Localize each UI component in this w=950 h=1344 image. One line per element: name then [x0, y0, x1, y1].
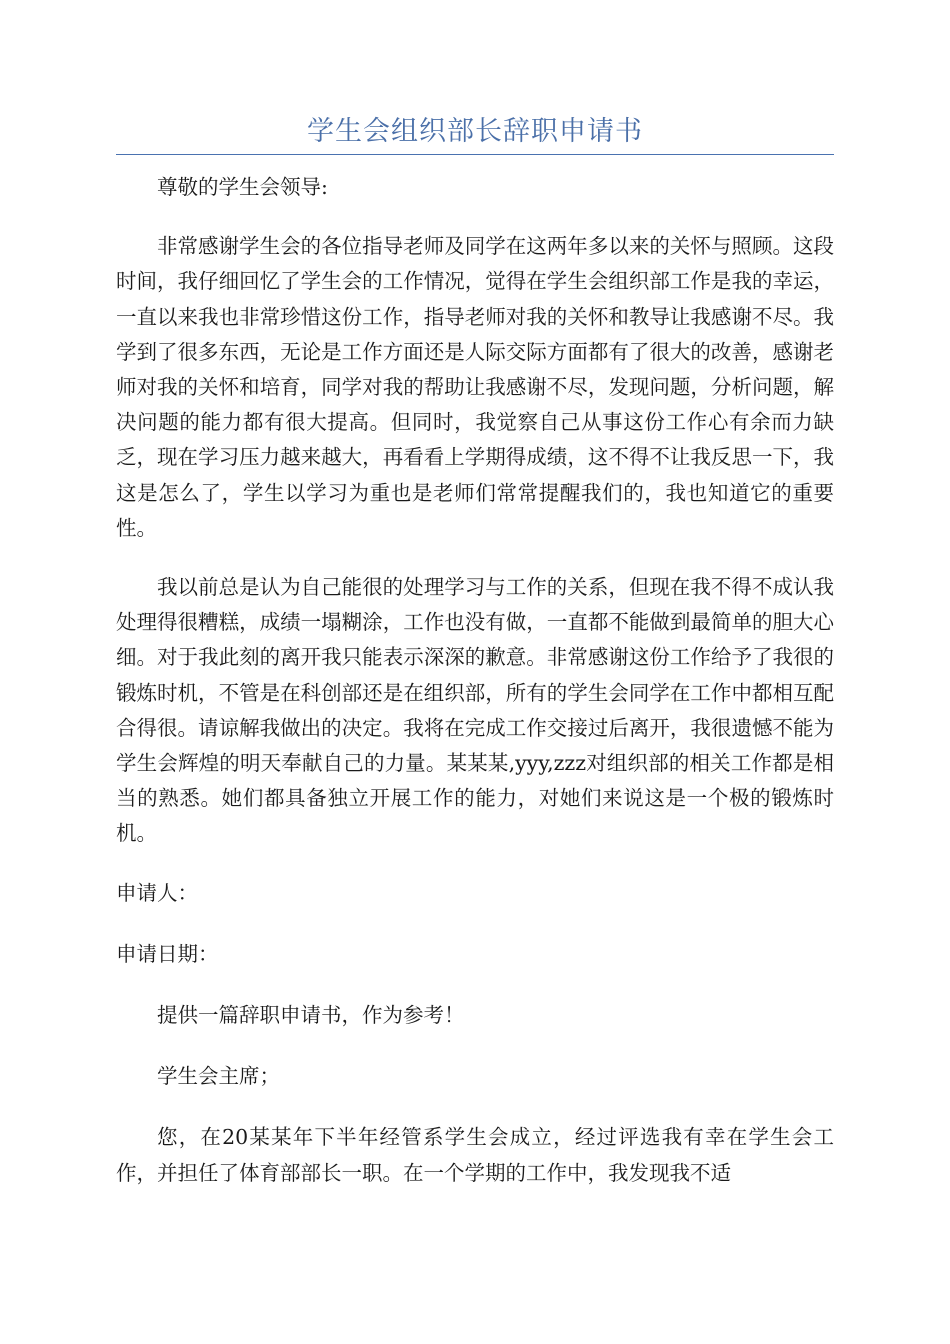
salutation-2: 学生会主席； [157, 1064, 280, 1089]
paragraph-2: 我以前总是认为自己能很的处理学习与工作的关系，但现在我不得不成认我处理得很糟糕，成绩一塌糊涂，工作也没有做，一直都不能做到最简单的胆大心细。对于我此刻的离开我只能表示深深的歉意。非常感谢这份工作给予了我很的锻炼时机，不管是在科创部还是在组织部，所有的学生会同学在工作中都相互配合得很。请谅解我做出的决定。我将在完成工作交接过后离开，我很遗憾不能为学生会辉煌的明天奉献自己的力量。某某某,yyy,zzz对组织部的相关工作都是相当的熟悉。她们都具备独立开展工作的能力，对她们来说这是一个极的锻炼时机。 [116, 575, 834, 846]
document-title: 学生会组织部长辞职申请书 [307, 116, 643, 147]
document-body [116, 170, 834, 1191]
paragraph-3: 您，在20某某年下半年经管系学生会成立，经过评选我有幸在学生会工作，并担任了体育部部长一职。在一个学期的工作中，我发现我不适 [116, 1125, 834, 1185]
title-underline [116, 154, 834, 155]
applicant-label: 申请人： [116, 880, 198, 905]
reference-note: 提供一篇辞职申请书，作为参考！ [157, 1003, 465, 1028]
date-label: 申请日期： [116, 941, 219, 966]
salutation: 尊敬的学生会领导: [157, 175, 328, 199]
paragraph-1: 非常感谢学生会的各位指导老师及同学在这两年多以来的关怀与照顾。这段时间，我仔细回忆了学生会的工作情况，觉得在学生会组织部工作是我的幸运，一直以来我也非常珍惜这份工作，指导老师对我的关怀和教导让我感谢不尽。我学到了很多东西，无论是工作方面还是人际交际方面都有了很大的改善，感谢老师对我的关怀和培育，同学对我的帮助让我感谢不尽，发现问题，分析问题，解决问题的能力都有很大提高。但同时，我觉察自己从事这份工作心有余而力缺乏，现在学习压力越来越大，再看看上学期得成绩，这不得不让我反思一下，我这是怎么了，学生以学习为重也是老师们常常提醒我们的，我也知道它的重要性。 [116, 234, 834, 540]
